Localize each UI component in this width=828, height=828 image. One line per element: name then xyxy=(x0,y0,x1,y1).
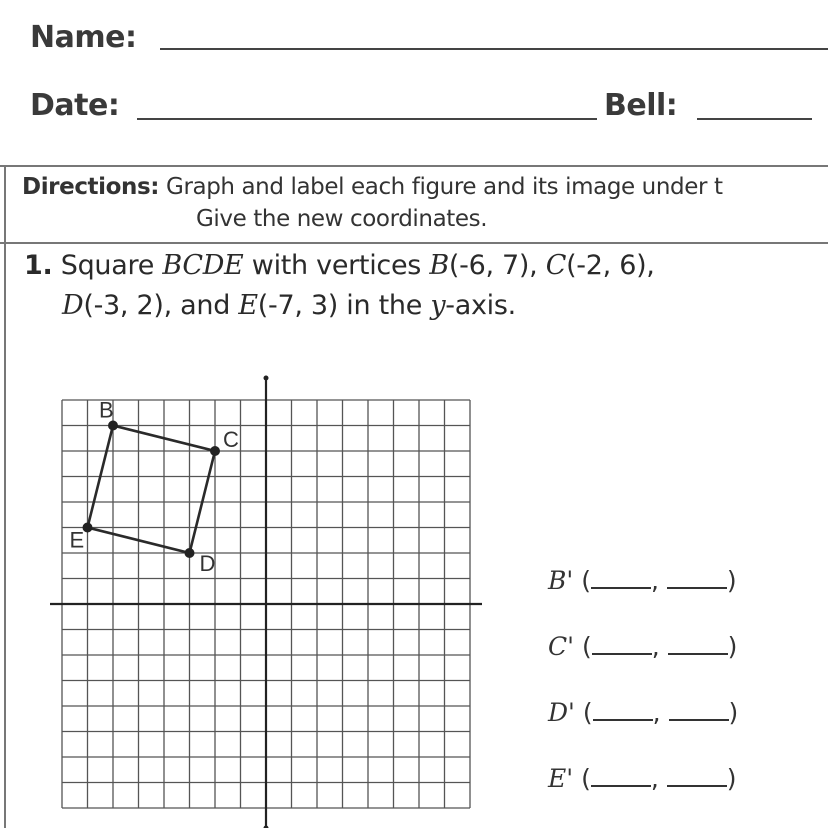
close-paren: ) xyxy=(726,764,737,793)
open-paren: ( xyxy=(582,698,593,727)
answer-row xyxy=(548,632,737,661)
axis-variable: y xyxy=(430,290,446,321)
vertex-labels xyxy=(70,398,240,577)
name-label: Name: xyxy=(30,20,137,55)
vertex-label-e: E xyxy=(69,527,85,553)
date-label: Date: xyxy=(30,88,120,123)
close-paren: ) xyxy=(727,632,738,661)
answer-x-blank[interactable] xyxy=(591,767,651,787)
answer-label: D' xyxy=(548,698,583,727)
vertex-point-d xyxy=(185,548,195,558)
close-paren: ) xyxy=(726,566,737,595)
vertex-label-d: D xyxy=(199,551,216,576)
answer-x-blank[interactable] xyxy=(593,701,653,721)
bell-label: Bell: xyxy=(604,88,678,123)
axis-suffix: -axis. xyxy=(445,290,516,321)
answer-row xyxy=(548,764,737,793)
comma: , xyxy=(650,566,667,595)
directions-label: Directions: xyxy=(22,174,160,200)
answer-y-blank[interactable] xyxy=(669,701,729,721)
open-paren: ( xyxy=(581,566,591,595)
square-bcde-outline xyxy=(88,426,216,554)
answer-x-blank[interactable] xyxy=(592,635,652,655)
directions-line2: Give the new coordinates. xyxy=(196,206,488,232)
vertex-d-name: D xyxy=(62,290,84,321)
vertex-b-name: B xyxy=(429,250,449,281)
vertex-c-name: C xyxy=(545,250,567,281)
answer-x-blank[interactable] xyxy=(591,569,651,589)
answer-label: C' xyxy=(548,632,582,661)
question-shape: BCDE xyxy=(162,250,244,281)
comma: , xyxy=(651,632,668,661)
answer-label: B' xyxy=(548,566,582,595)
close-paren: ) xyxy=(728,698,739,727)
vertex-e-coord: (-7, 3) in the xyxy=(257,290,423,321)
answer-y-blank[interactable] xyxy=(667,569,727,589)
answer-label: E' xyxy=(548,764,582,793)
question-text1: Square xyxy=(60,250,155,281)
vertex-d-coord: (-3, 2), and xyxy=(83,290,231,321)
vertex-c-coord: (-2, 6), xyxy=(566,250,655,281)
answer-row xyxy=(548,698,738,727)
question-text2: with vertices xyxy=(251,250,422,281)
open-paren: ( xyxy=(581,764,591,793)
open-paren: ( xyxy=(581,632,592,661)
vertex-point-c xyxy=(210,446,220,456)
question-number: 1. xyxy=(24,250,53,281)
comma: , xyxy=(650,764,667,793)
y-axis-arrow xyxy=(264,376,269,381)
vertex-label-b: B xyxy=(99,397,114,423)
axes xyxy=(50,376,482,828)
vertex-e-name: E xyxy=(238,290,258,321)
directions-text1: Graph and label each figure and its image under t xyxy=(166,174,723,200)
vertex-b-coord: (-6, 7), xyxy=(448,250,538,281)
answer-row xyxy=(548,566,737,595)
comma: , xyxy=(652,698,669,727)
figure-bcde xyxy=(83,421,221,559)
answer-y-blank[interactable] xyxy=(668,635,728,655)
vertex-label-c: C xyxy=(223,427,239,452)
answer-y-blank[interactable] xyxy=(667,767,727,787)
